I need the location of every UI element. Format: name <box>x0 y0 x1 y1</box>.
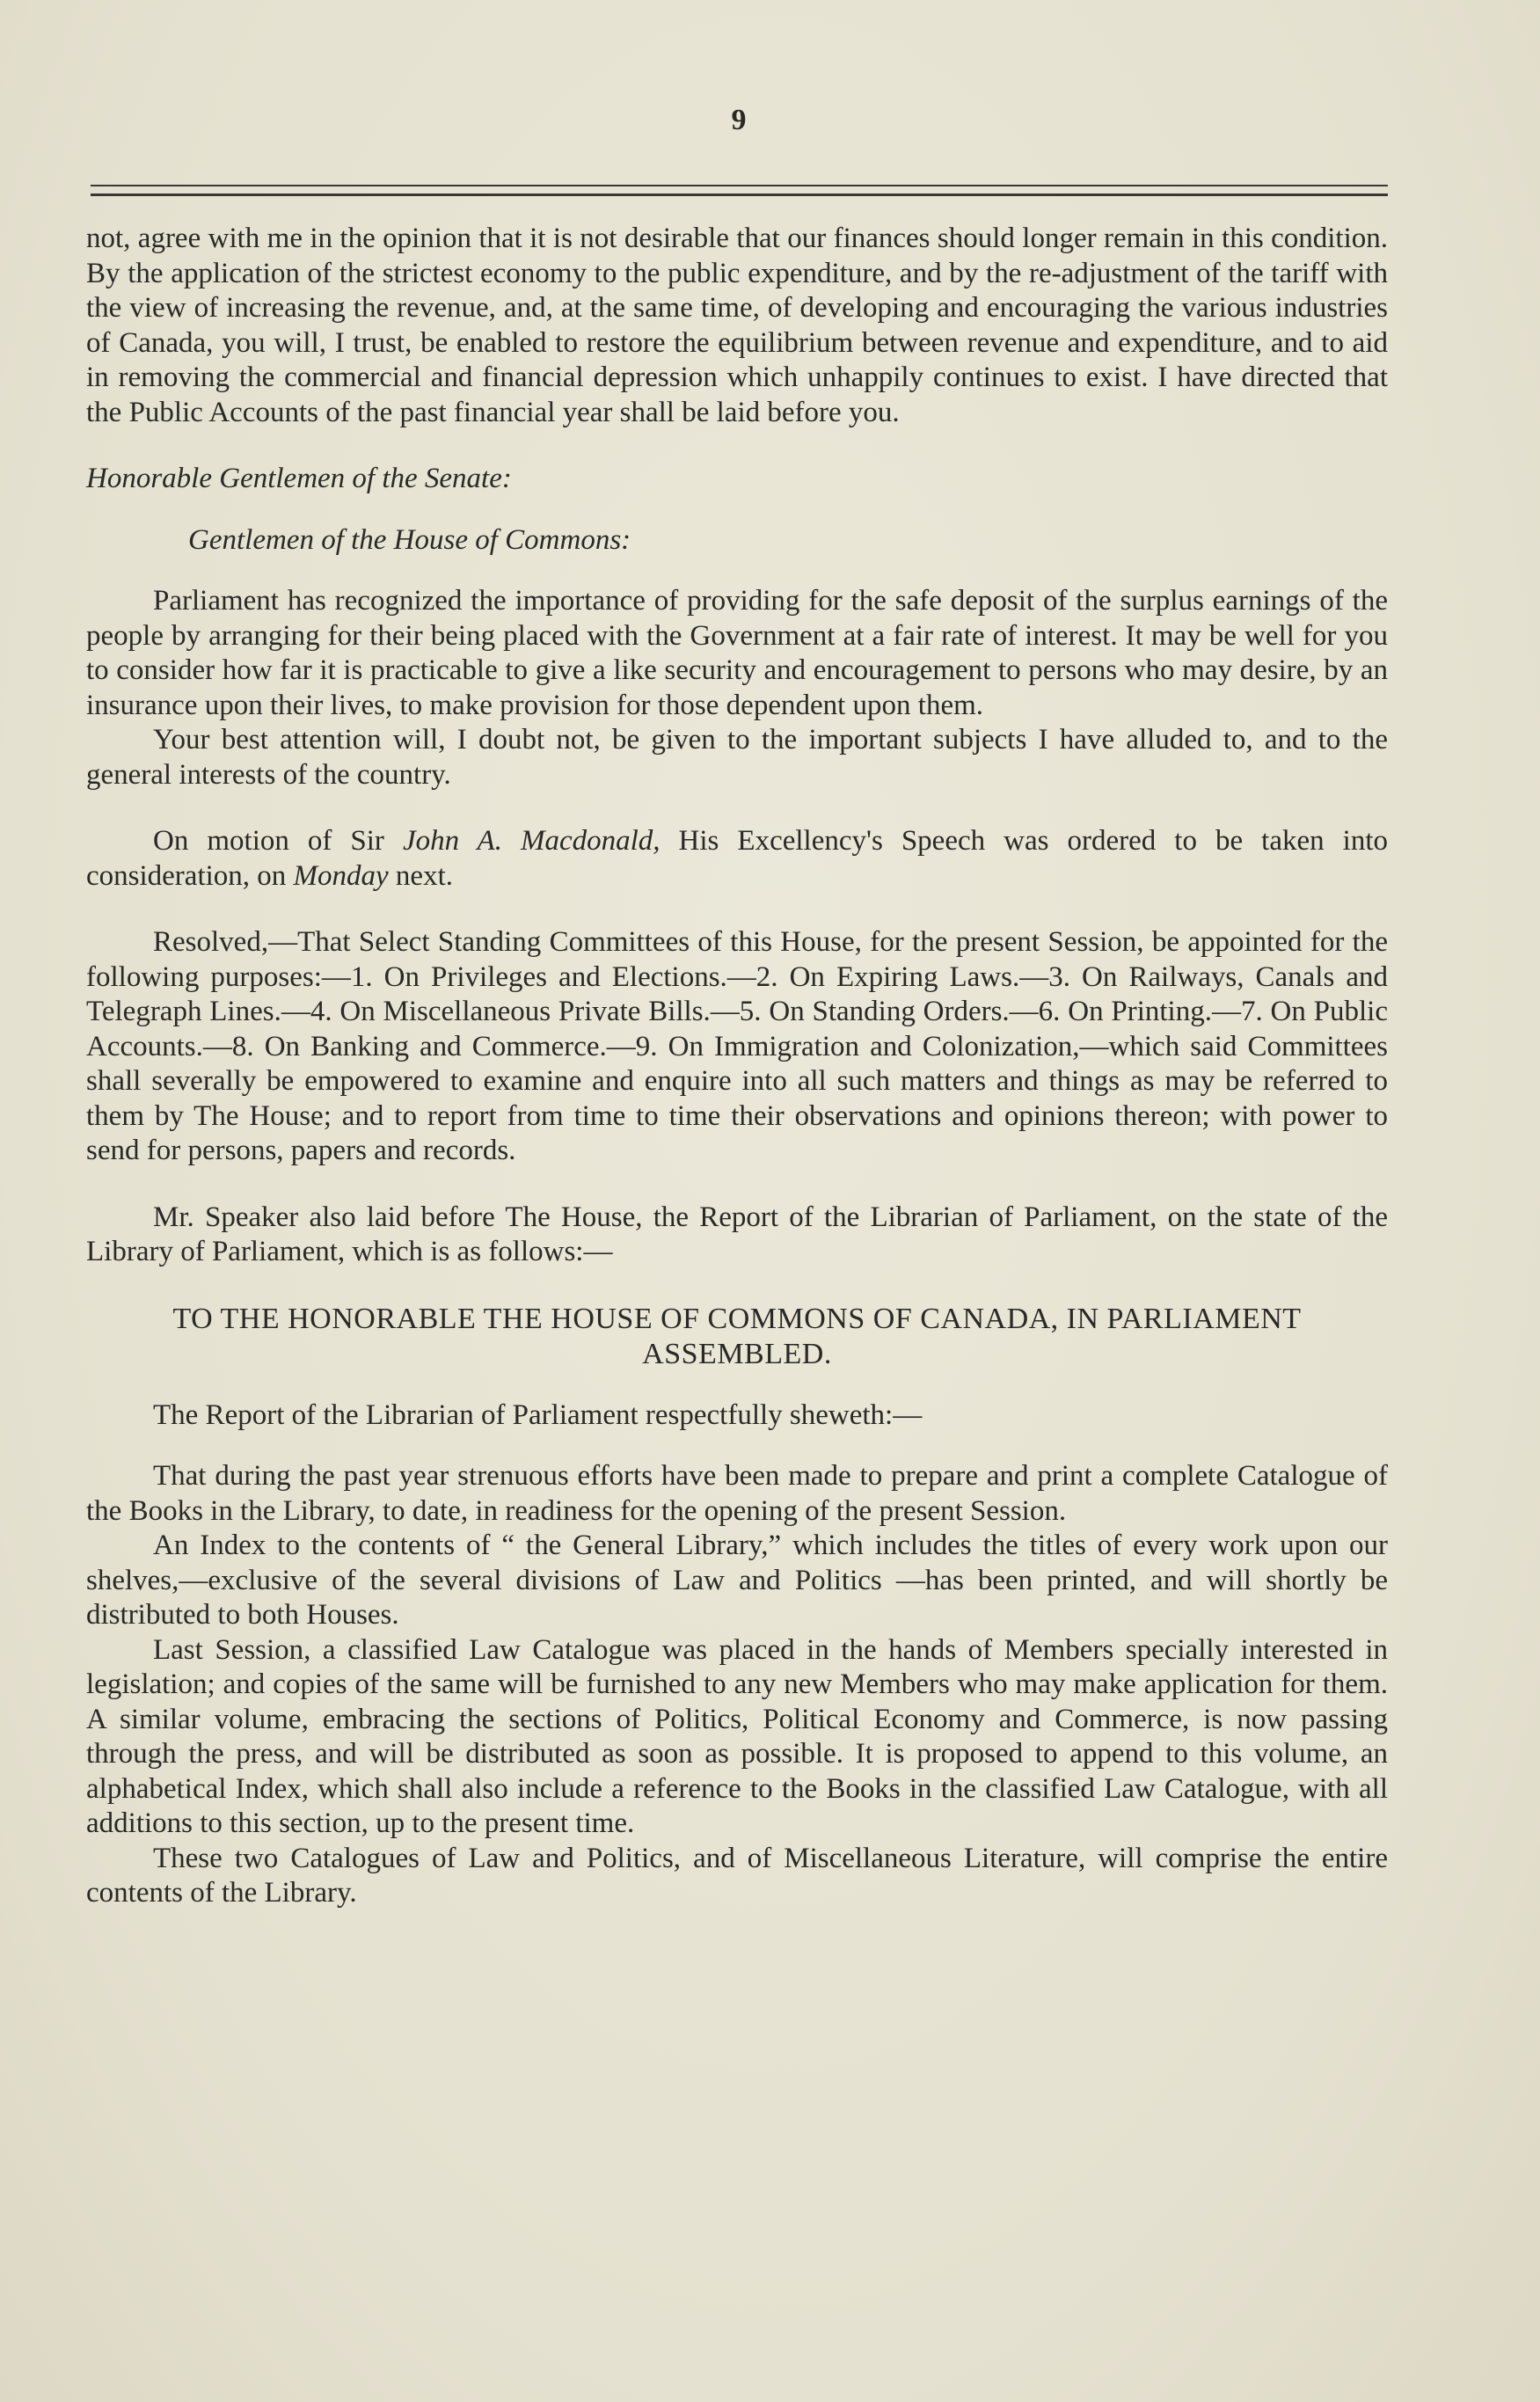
header-rule-thick <box>91 193 1388 196</box>
paragraph-law-catalogue: Last Session, a classified Law Catalogue was placed in the hands of Members specially interested in legislation; and copies of the same will be furnished to any new Members who may make application for them. A similar volume, embracing the sections of Politics, Political Economy and Commerce, is now passing through the press, and will be distributed as soon as possible. It is proposed to append to this volume, an alphabetical Index, which shall also include a reference to the Books in the classified Law Catalogue, with all additions to this section, up to the present time. <box>86 1633 1388 1839</box>
header-rule-thin <box>91 185 1388 186</box>
motion-middle: His Excellency's Speech was ordered to be taken into consideration, on <box>86 825 1388 892</box>
paragraph-report-intro: The Report of the Librarian of Parliament respectfully sheweth:— <box>153 1398 923 1431</box>
paragraph-attention: Your best attention will, I doubt not, be given to the important subjects I have alluded to, and to the general interests of the country. <box>86 724 1388 791</box>
page-body <box>86 222 1388 1911</box>
salutation-senate: Honorable Gentlemen of the Senate: <box>86 463 512 494</box>
motion-after: next. <box>388 859 453 892</box>
motion-name: John A. Macdonald, <box>402 825 661 857</box>
report-heading: TO THE HONORABLE THE HOUSE OF COMMONS OF CANADA, IN PARLIAMENT ASSEMBLED. <box>172 1302 1302 1370</box>
paragraph-speaker: Mr. Speaker also laid before The House, the Report of the Librarian of Parliament, on the state of the Library of Parliament, which is as follows:— <box>86 1201 1388 1267</box>
paragraph-two-catalogues: These two Catalogues of Law and Politics, and of Miscellaneous Literature, will comprise the entire contents of the Library. <box>86 1842 1388 1909</box>
paragraph-finances: not, agree with me in the opinion that it is not desirable that our finances should longer remain in this condition. By the application of the strictest economy to the public expenditure, and by the re-adjustment of the tariff with the view of increasing the revenue, and, at the same time, of developing and encouraging the various industries of Canada, you will, I trust, be enabled to restore the equilibrium between revenue and expenditure, and to aid in removing the commercial and financial depression which unhappily continues to exist. I have directed that the Public Accounts of the past financial year shall be laid before you. <box>86 223 1388 428</box>
paragraph-deposit: Parliament has recognized the importance of providing for the safe deposit of the surplus earnings of the people by arranging for their being placed with the Government at a fair rate of interest. It may be well for you to consider how far it is practicable to give a like security and encouragement to persons who may desire, by an insurance upon their lives, to make provision for those dependent upon them. <box>86 585 1388 721</box>
motion-before: On motion of Sir <box>153 825 403 857</box>
paragraph-resolved: Resolved,—That Select Standing Committees of this House, for the present Session, be appointed for the following purposes:—1. On Privileges and Elections.—2. On Expiring Laws.—3. On Railways, Canals and Telegraph Lines.—4. On Miscellaneous Private Bills.—5. On Standing Orders.—6. On Printing.—7. On Public Accounts.—8. On Banking and Commerce.—9. On Immigration and Colonization,—which said Committees shall severally be empowered to examine and enquire into all such matters and things as may be referred to them by The House; and to report from time to time their observations and opinions thereon; with power to send for persons, papers and records. <box>86 926 1388 1166</box>
motion-day: Monday <box>293 859 389 892</box>
paragraph-motion <box>86 824 1388 894</box>
paragraph-index: An Index to the contents of “ the General Library,” which includes the titles of every work upon our shelves,—exclusive of the several divisions of Law and Politics —has been printed, and will shortly be distributed to both Houses. <box>86 1530 1388 1631</box>
paragraph-catalogue: That during the past year strenuous efforts have been made to prepare and print a complete Catalogue of the Books in the Library, to date, in readiness for the opening of the present Session. <box>86 1460 1388 1527</box>
page-number: 9 <box>731 104 747 136</box>
salutation-commons: Gentlemen of the House of Commons: <box>188 523 631 556</box>
